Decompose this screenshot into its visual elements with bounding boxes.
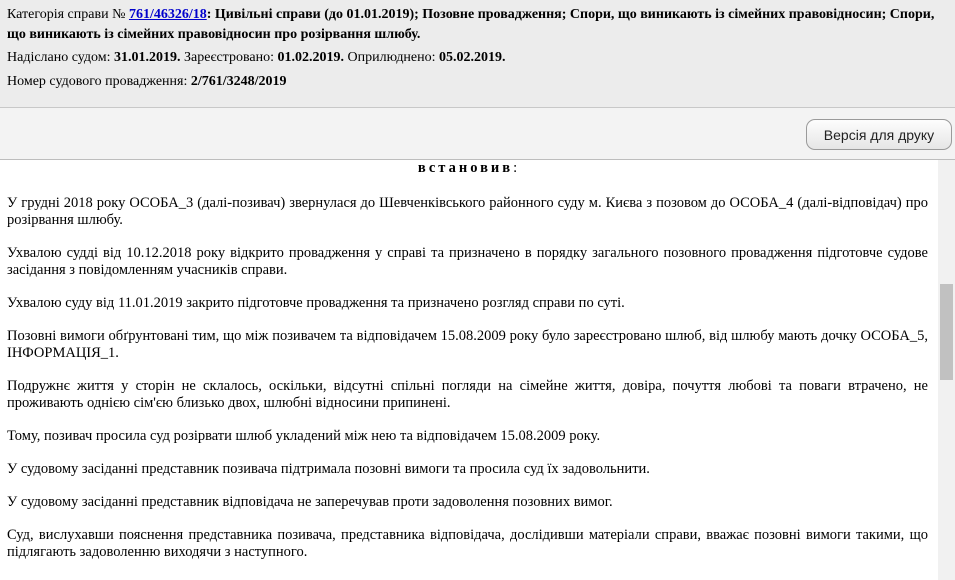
registered-date: 01.02.2019. bbox=[277, 50, 344, 65]
proceeding-line bbox=[7, 72, 947, 92]
category-text: : Цивільні справи (до 01.01.2019); Позовне провадження; Спори, що виникають із сімейних правовідносин; Спори, що виникають із сімейних правовідносин про розірвання шлюбу. bbox=[7, 7, 935, 42]
proceeding-label: Номер судового провадження: bbox=[7, 74, 188, 89]
case-category-line bbox=[7, 5, 947, 45]
paragraph: Позовні вимоги обґрунтовані тим, що між позивачем та відповідачем 15.08.2009 року було зареєстровано шлюб, від шлюбу мають дочку ОСОБА_5, ІНФОРМАЦІЯ_1. bbox=[7, 328, 928, 361]
paragraph: Ухвалою судді від 10.12.2018 року відкрито провадження у справі та призначено в порядку загального позовного провадження підготовче судове засідання з повідомленням учасників справи. bbox=[7, 245, 928, 278]
paragraph: Суд, вислухавши пояснення представника позивача, представника відповідача, дослідивши матеріали справи, вважає позовні вимоги такими, що підлягають задоволенню виходячи з наступного. bbox=[7, 527, 928, 560]
paragraph: Тому, позивач просила суд розірвати шлюб укладений між нею та відповідачем 15.08.2009 року. bbox=[7, 428, 601, 444]
paragraph: У судовому засіданні представник позивача підтримала позовні вимоги та просила суд їх задовольнити. bbox=[7, 461, 650, 477]
proceeding-number: 2/761/3248/2019 bbox=[190, 74, 287, 89]
registered-label: Зареєстровано: bbox=[184, 50, 274, 65]
scrollbar-thumb[interactable] bbox=[940, 284, 953, 380]
print-version-button[interactable]: Версія для друку bbox=[806, 119, 952, 150]
published-label: Оприлюднено: bbox=[347, 50, 436, 65]
document-content[interactable] bbox=[0, 160, 938, 580]
vertical-scrollbar[interactable] bbox=[938, 160, 955, 580]
sent-date: 31.01.2019. bbox=[114, 50, 181, 65]
published-date: 05.02.2019. bbox=[439, 50, 506, 65]
heading-colon: : bbox=[513, 160, 518, 176]
case-number-link[interactable]: 761/46326/18 bbox=[128, 7, 207, 22]
toolbar bbox=[0, 108, 955, 160]
heading-text: встановив bbox=[417, 160, 514, 176]
section-heading bbox=[7, 160, 928, 177]
case-info-header bbox=[0, 0, 955, 108]
paragraph: Ухвалою суду від 11.01.2019 закрито підготовче провадження та призначено розгляд справи по суті. bbox=[7, 295, 625, 311]
dates-line bbox=[7, 48, 947, 68]
paragraph: Подружнє життя у сторін не склалось, оскільки, відсутні спільні погляди на сімейне життя, довіра, почуття любові та поваги втрачено, не проживають однією сім'єю близько двох, шлюбні відносини припинені. bbox=[7, 378, 928, 411]
category-label: Категорія справи № bbox=[7, 7, 126, 22]
paragraph: У грудні 2018 року ОСОБА_3 (далі-позивач) звернулася до Шевченківського районного суду м. Києва з позовом до ОСОБА_4 (далі-відповідач) про розірвання шлюбу. bbox=[7, 195, 928, 228]
sent-label: Надіслано судом: bbox=[7, 50, 111, 65]
paragraph: У судовому засіданні представник відповідача не заперечував проти задоволення позовних вимог. bbox=[7, 494, 613, 510]
